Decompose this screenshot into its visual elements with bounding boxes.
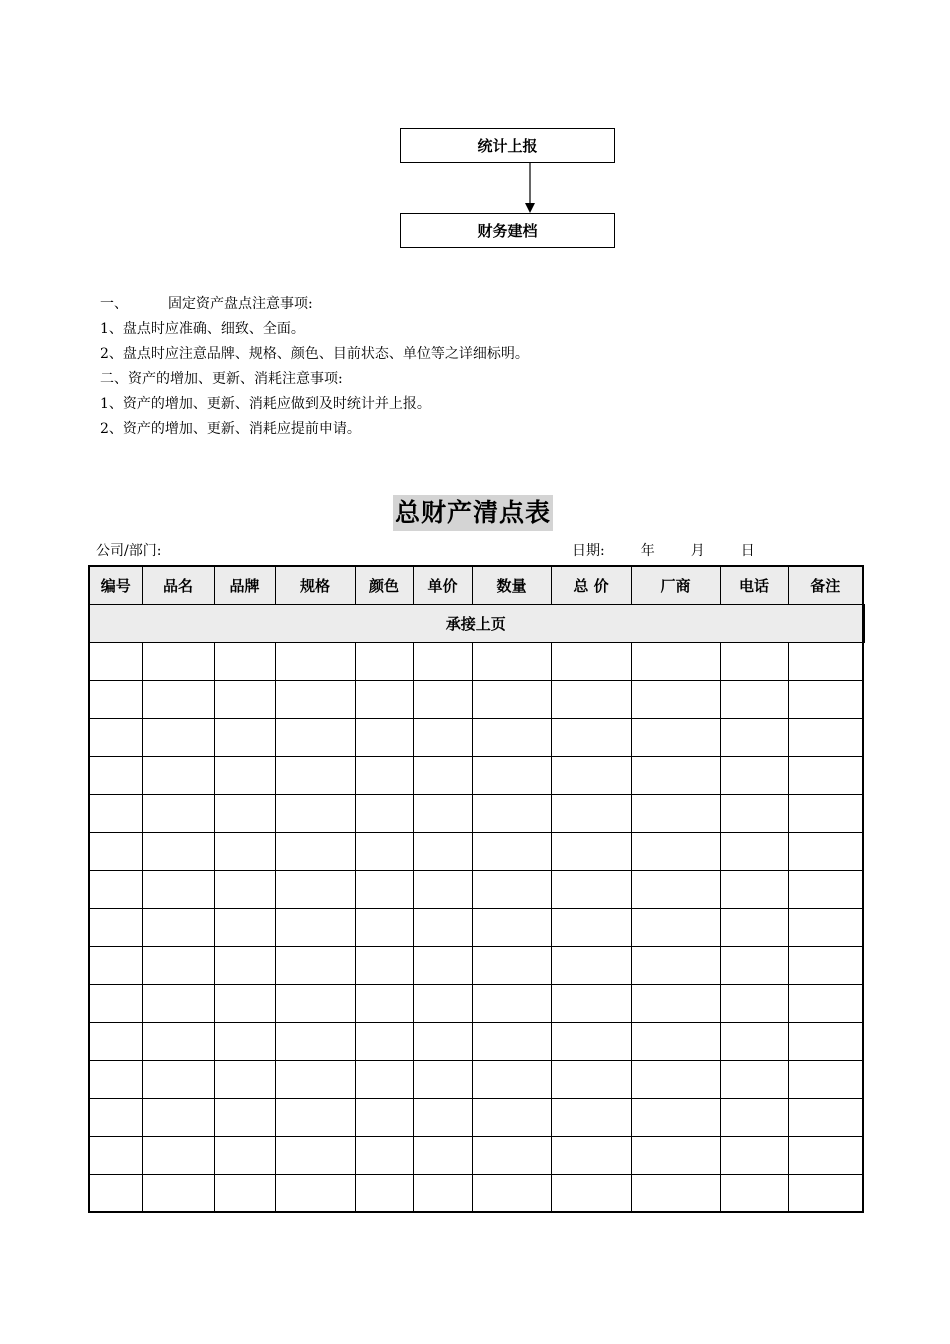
column-header: 数量: [472, 566, 551, 604]
column-header: 品牌: [214, 566, 275, 604]
column-header: 备注: [788, 566, 863, 604]
table-cell[interactable]: [551, 680, 631, 718]
table-cell[interactable]: [355, 1022, 413, 1060]
table-cell[interactable]: [472, 756, 551, 794]
column-header: 品名: [142, 566, 214, 604]
table-row: [89, 794, 863, 832]
table-cell[interactable]: [214, 718, 275, 756]
table-cell[interactable]: [355, 1174, 413, 1212]
table-cell[interactable]: [355, 1098, 413, 1136]
table-cell[interactable]: [89, 1060, 142, 1098]
table-cell[interactable]: [142, 680, 214, 718]
table-cell[interactable]: [788, 756, 863, 794]
table-row: [89, 1098, 863, 1136]
table-cell[interactable]: [275, 680, 355, 718]
table-cell[interactable]: [720, 1174, 788, 1212]
table-cell[interactable]: [214, 1022, 275, 1060]
table-cell[interactable]: [631, 642, 720, 680]
table-cell[interactable]: [89, 1098, 142, 1136]
carry-over-row: [89, 604, 863, 642]
table-cell[interactable]: [413, 718, 472, 756]
column-header: 规格: [275, 566, 355, 604]
table-cell[interactable]: [720, 870, 788, 908]
form-title: 总财产清点表: [393, 495, 553, 531]
table-cell[interactable]: [788, 908, 863, 946]
table-cell[interactable]: [551, 756, 631, 794]
table-cell[interactable]: [142, 1174, 214, 1212]
table-cell[interactable]: [89, 756, 142, 794]
flow-step-archive: [400, 213, 615, 248]
table-cell[interactable]: [472, 680, 551, 718]
table-cell[interactable]: [355, 832, 413, 870]
table-cell[interactable]: [631, 870, 720, 908]
column-header: 颜色: [355, 566, 413, 604]
table-cell[interactable]: [551, 718, 631, 756]
table-row: [89, 1022, 863, 1060]
table-cell[interactable]: [551, 1060, 631, 1098]
table-cell[interactable]: [472, 1136, 551, 1174]
table-cell[interactable]: [413, 870, 472, 908]
table-cell[interactable]: [214, 832, 275, 870]
table-cell[interactable]: [355, 642, 413, 680]
table-cell[interactable]: [631, 832, 720, 870]
table-cell[interactable]: [551, 642, 631, 680]
table-cell[interactable]: [472, 1060, 551, 1098]
table-row: [89, 832, 863, 870]
table-cell[interactable]: [89, 832, 142, 870]
table-cell[interactable]: [720, 946, 788, 984]
table-cell[interactable]: [413, 1136, 472, 1174]
column-header: 编号: [89, 566, 142, 604]
table-cell[interactable]: [788, 1174, 863, 1212]
table-cell[interactable]: [472, 1174, 551, 1212]
table-row: [89, 1060, 863, 1098]
table-cell[interactable]: [275, 756, 355, 794]
date-label: 日期:: [572, 543, 605, 559]
table-cell[interactable]: [788, 832, 863, 870]
table-cell[interactable]: [413, 832, 472, 870]
table-cell[interactable]: [355, 718, 413, 756]
table-cell[interactable]: [355, 756, 413, 794]
column-header: 总 价: [551, 566, 631, 604]
table-cell[interactable]: [631, 718, 720, 756]
table-cell[interactable]: [631, 1022, 720, 1060]
table-cell[interactable]: [275, 1098, 355, 1136]
section2-heading: 二、资产的增加、更新、消耗注意事项:: [100, 371, 343, 387]
table-cell[interactable]: [142, 908, 214, 946]
table-cell[interactable]: [355, 680, 413, 718]
table-cell[interactable]: [89, 1022, 142, 1060]
flow-step-report: [400, 128, 615, 163]
table-cell[interactable]: [472, 642, 551, 680]
day-label: 日: [740, 543, 755, 559]
table-cell[interactable]: [89, 946, 142, 984]
table-cell[interactable]: [413, 756, 472, 794]
table-cell[interactable]: [275, 794, 355, 832]
company-department-label: 公司/部门:: [96, 543, 162, 559]
table-cell[interactable]: [275, 718, 355, 756]
table-cell[interactable]: [142, 832, 214, 870]
inventory-table-wrapper: [88, 565, 865, 1213]
table-cell[interactable]: [720, 680, 788, 718]
note-item: 2、资产的增加、更新、消耗应提前申请。: [100, 421, 361, 437]
table-cell[interactable]: [631, 756, 720, 794]
flow-step-label: 统计上报: [477, 137, 538, 155]
table-cell[interactable]: [720, 908, 788, 946]
table-cell[interactable]: [472, 794, 551, 832]
table-cell[interactable]: [142, 794, 214, 832]
table-cell[interactable]: [631, 1060, 720, 1098]
table-cell[interactable]: [413, 908, 472, 946]
table-cell[interactable]: [142, 1098, 214, 1136]
table-row: [89, 908, 863, 946]
table-cell[interactable]: [142, 870, 214, 908]
table-cell[interactable]: [472, 946, 551, 984]
table-cell[interactable]: [355, 1136, 413, 1174]
table-cell[interactable]: [472, 908, 551, 946]
table-row: [89, 718, 863, 756]
table-cell[interactable]: [275, 1174, 355, 1212]
table-cell[interactable]: [472, 984, 551, 1022]
table-cell[interactable]: [631, 1174, 720, 1212]
table-cell[interactable]: [631, 794, 720, 832]
table-cell[interactable]: [788, 680, 863, 718]
table-cell[interactable]: [551, 1174, 631, 1212]
table-cell[interactable]: [214, 1060, 275, 1098]
table-cell[interactable]: [788, 1136, 863, 1174]
month-label: 月: [690, 543, 705, 559]
table-cell[interactable]: [355, 794, 413, 832]
table-cell[interactable]: [214, 984, 275, 1022]
table-cell[interactable]: [355, 908, 413, 946]
table-cell[interactable]: [89, 1174, 142, 1212]
table-cell[interactable]: [472, 1098, 551, 1136]
table-cell[interactable]: [214, 1098, 275, 1136]
table-row: [89, 756, 863, 794]
table-cell[interactable]: [214, 1136, 275, 1174]
table-cell[interactable]: [214, 908, 275, 946]
date-field: [572, 540, 755, 560]
note-item: 1、盘点时应准确、细致、全面。: [100, 321, 305, 337]
flow-step-label: 财务建档: [477, 222, 538, 240]
table-cell[interactable]: [89, 1136, 142, 1174]
table-cell[interactable]: [551, 794, 631, 832]
table-cell[interactable]: [275, 1022, 355, 1060]
table-row: [89, 946, 863, 984]
note-item: 1、资产的增加、更新、消耗应做到及时统计并上报。: [100, 396, 431, 412]
table-cell[interactable]: [214, 642, 275, 680]
table-cell[interactable]: [413, 794, 472, 832]
table-cell[interactable]: [142, 642, 214, 680]
table-cell[interactable]: [472, 1022, 551, 1060]
inventory-table: [88, 565, 865, 1213]
note-item: 2、盘点时应注意品牌、规格、颜色、目前状态、单位等之详细标明。: [100, 346, 529, 362]
table-row: [89, 1136, 863, 1174]
table-cell[interactable]: [413, 1098, 472, 1136]
table-cell[interactable]: [355, 870, 413, 908]
table-cell[interactable]: [720, 1136, 788, 1174]
table-cell[interactable]: [89, 870, 142, 908]
table-cell[interactable]: [89, 718, 142, 756]
table-cell[interactable]: [413, 642, 472, 680]
table-cell[interactable]: [275, 870, 355, 908]
table-row: [89, 1174, 863, 1212]
table-cell[interactable]: [788, 1060, 863, 1098]
notes-section: [100, 292, 529, 442]
table-cell[interactable]: [275, 908, 355, 946]
table-cell[interactable]: [214, 756, 275, 794]
table-cell[interactable]: [355, 1060, 413, 1098]
table-cell[interactable]: [142, 718, 214, 756]
table-cell[interactable]: [551, 946, 631, 984]
table-header-row: [89, 566, 863, 604]
table-cell[interactable]: [720, 794, 788, 832]
table-cell[interactable]: [720, 832, 788, 870]
table-cell[interactable]: [788, 946, 863, 984]
table-cell[interactable]: [631, 908, 720, 946]
table-cell[interactable]: [142, 756, 214, 794]
table-cell[interactable]: [720, 718, 788, 756]
table-cell[interactable]: [720, 984, 788, 1022]
table-cell[interactable]: [413, 984, 472, 1022]
table-cell[interactable]: [275, 946, 355, 984]
table-cell[interactable]: [275, 1060, 355, 1098]
table-cell[interactable]: [89, 984, 142, 1022]
year-label: 年: [640, 543, 655, 559]
table-cell[interactable]: [631, 680, 720, 718]
table-cell[interactable]: [788, 718, 863, 756]
table-cell[interactable]: [720, 1060, 788, 1098]
table-cell[interactable]: [355, 946, 413, 984]
column-header: 厂商: [631, 566, 720, 604]
table-cell[interactable]: [413, 680, 472, 718]
section1-heading: 一、 固定资产盘点注意事项:: [100, 296, 313, 312]
table-cell[interactable]: [720, 756, 788, 794]
table-cell[interactable]: [631, 1136, 720, 1174]
table-cell[interactable]: [788, 1022, 863, 1060]
table-cell[interactable]: [89, 794, 142, 832]
table-cell[interactable]: [788, 1098, 863, 1136]
table-cell[interactable]: [413, 1022, 472, 1060]
table-cell[interactable]: [551, 908, 631, 946]
table-cell[interactable]: [142, 984, 214, 1022]
table-cell[interactable]: [413, 946, 472, 984]
table-cell[interactable]: [413, 1060, 472, 1098]
table-cell[interactable]: [89, 908, 142, 946]
table-cell[interactable]: [788, 642, 863, 680]
table-cell[interactable]: [720, 1098, 788, 1136]
table-cell[interactable]: [788, 794, 863, 832]
table-cell[interactable]: [720, 1022, 788, 1060]
table-cell[interactable]: [472, 718, 551, 756]
table-cell[interactable]: [472, 832, 551, 870]
table-cell[interactable]: [551, 870, 631, 908]
table-cell[interactable]: [142, 1060, 214, 1098]
table-cell[interactable]: [214, 946, 275, 984]
table-cell[interactable]: [142, 1022, 214, 1060]
table-cell[interactable]: [275, 832, 355, 870]
table-cell[interactable]: [355, 984, 413, 1022]
table-cell[interactable]: [472, 870, 551, 908]
table-cell[interactable]: [142, 1136, 214, 1174]
table-cell[interactable]: [631, 984, 720, 1022]
table-cell[interactable]: [413, 1174, 472, 1212]
table-cell[interactable]: [720, 642, 788, 680]
table-cell[interactable]: [214, 680, 275, 718]
table-cell[interactable]: [551, 984, 631, 1022]
table-cell[interactable]: [89, 642, 142, 680]
table-cell[interactable]: [551, 1098, 631, 1136]
table-cell[interactable]: [275, 984, 355, 1022]
table-cell[interactable]: [551, 1136, 631, 1174]
table-row: [89, 984, 863, 1022]
table-row: [89, 642, 863, 680]
table-row: [89, 680, 863, 718]
carry-over-label: 承接上页: [89, 604, 863, 642]
table-cell[interactable]: [631, 946, 720, 984]
table-cell[interactable]: [275, 642, 355, 680]
table-cell[interactable]: [214, 1174, 275, 1212]
table-cell[interactable]: [551, 1022, 631, 1060]
table-cell[interactable]: [89, 680, 142, 718]
column-header: 电话: [720, 566, 788, 604]
table-cell[interactable]: [275, 1136, 355, 1174]
table-cell[interactable]: [142, 946, 214, 984]
column-header: 单价: [413, 566, 472, 604]
table-cell[interactable]: [788, 870, 863, 908]
flow-arrow-icon: [522, 163, 538, 215]
table-cell[interactable]: [551, 832, 631, 870]
table-row: [89, 870, 863, 908]
table-cell[interactable]: [788, 984, 863, 1022]
table-cell[interactable]: [214, 870, 275, 908]
table-cell[interactable]: [631, 1098, 720, 1136]
table-cell[interactable]: [214, 794, 275, 832]
